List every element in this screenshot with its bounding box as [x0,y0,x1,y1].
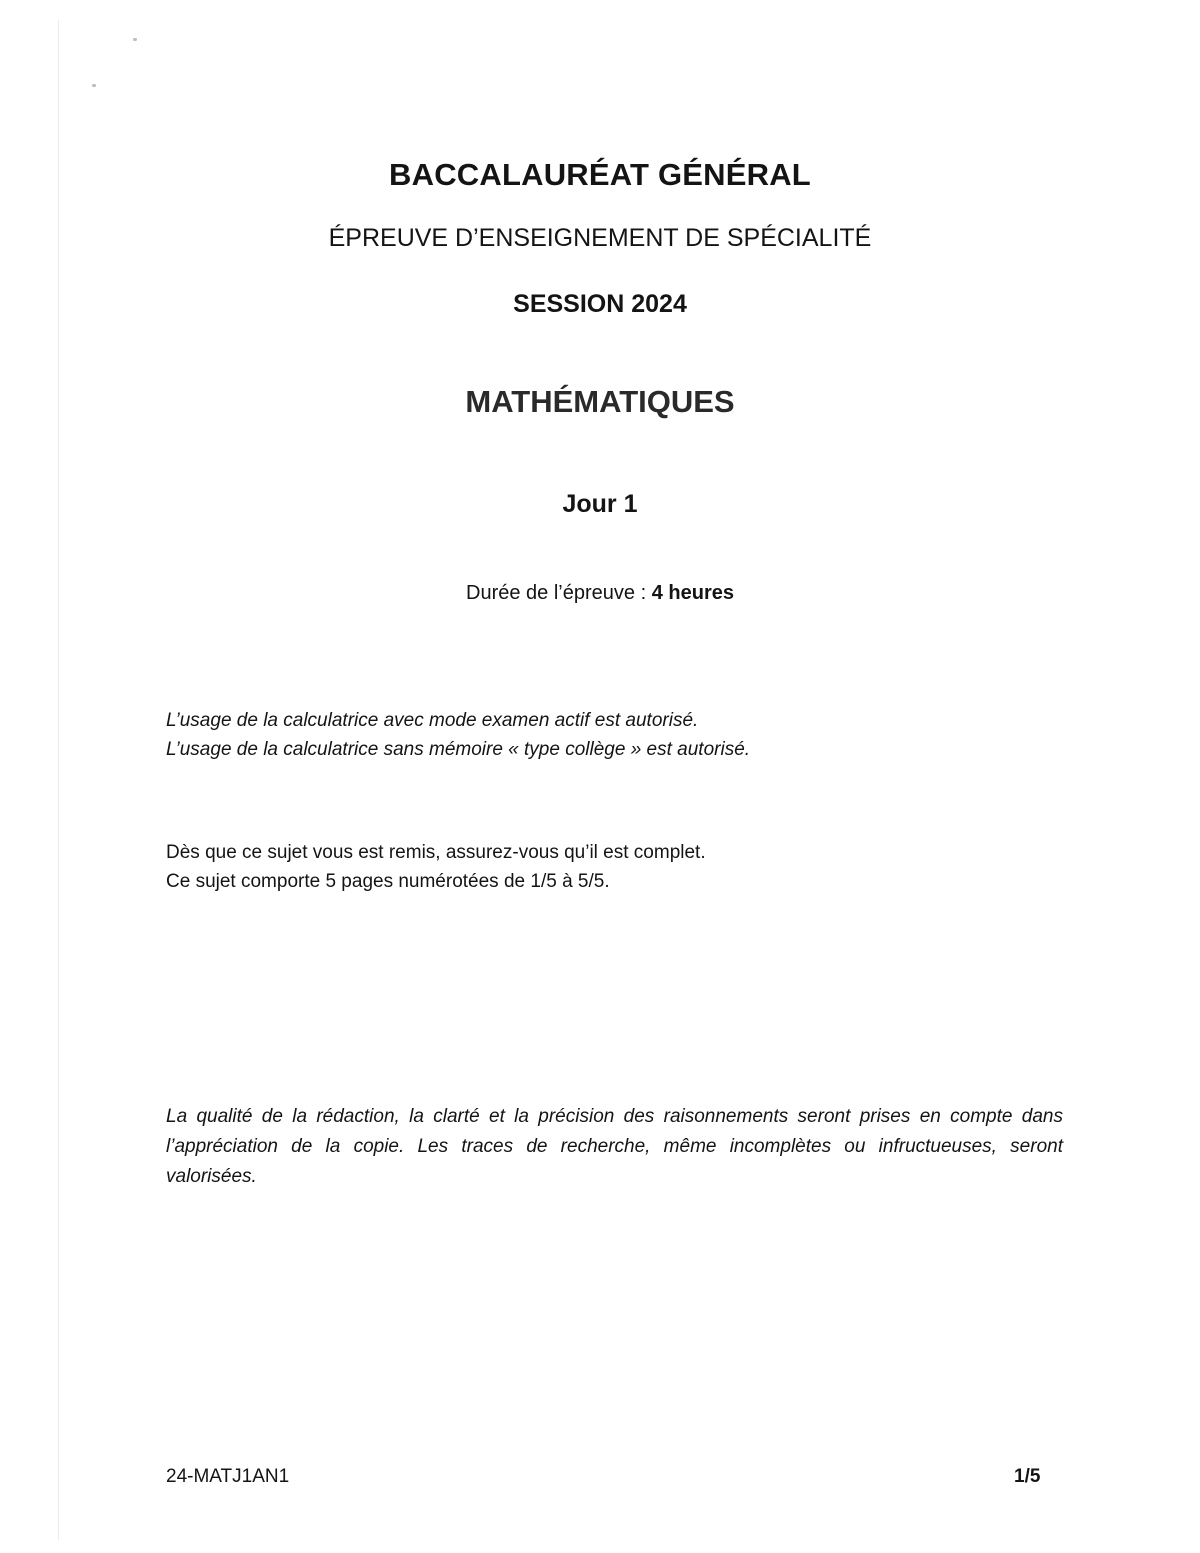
scan-speck [92,84,96,87]
instruction-line: Dès que ce sujet vous est remis, assurez-vous qu’il est complet. [166,842,706,863]
duration-label: Durée de l’épreuve : [466,582,652,604]
scan-speck [133,38,137,41]
duration-line [0,582,1200,605]
calculator-rules [166,706,750,764]
duration-value: 4 heures [651,582,734,604]
day-label: Jour 1 [562,490,638,518]
instruction-line: Ce sujet comporte 5 pages numérotées de 1/5 à 5/5. [166,871,610,892]
calculator-rule: L’usage de la calculatrice sans mémoire « type collège » est autorisé. [166,739,751,760]
exam-title: BACCALAURÉAT GÉNÉRAL [389,157,811,192]
footer-page-number: 1/5 [1014,1466,1041,1487]
session-label: SESSION 2024 [513,290,687,318]
footer-code: 24-MATJ1AN1 [166,1466,290,1487]
subject-title: MATHÉMATIQUES [465,384,735,419]
calculator-rule: L’usage de la calculatrice avec mode examen actif est autorisé. [166,710,699,731]
quality-note: La qualité de la rédaction, la clarté et la précision des raisonnements seront prises en compte dans l’appréciation de la copie. Les traces de recherche, même incomplètes ou infructueuses, seront valorisées. [166,1106,1063,1187]
exam-subtitle: ÉPREUVE D’ENSEIGNEMENT DE SPÉCIALITÉ [328,224,872,252]
instructions [166,838,706,896]
